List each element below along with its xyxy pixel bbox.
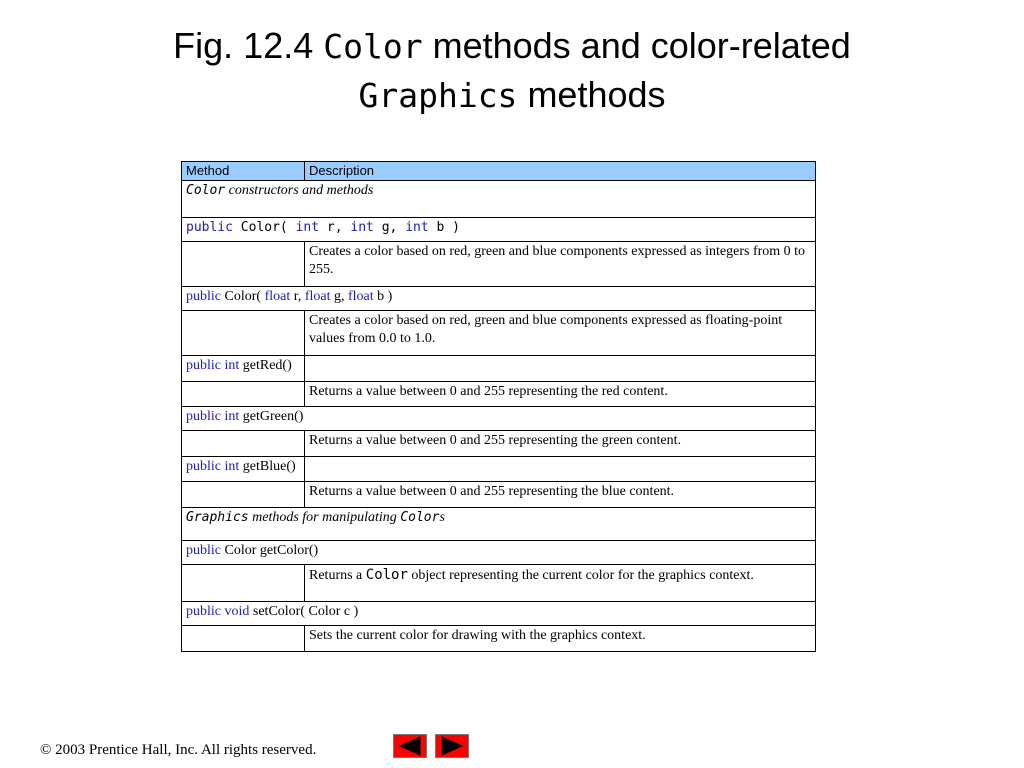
method-signature [182,407,816,431]
keyword: public [186,459,221,474]
header-method: Method [182,162,305,181]
keyword: int [221,358,240,373]
keyword: public [186,220,233,235]
section-text: s [439,510,445,525]
code-text: Graphics [186,510,249,525]
table-row [182,431,816,457]
code-text: Color [186,183,226,198]
slide-title [0,22,1024,120]
section-row-color [182,181,816,218]
keyword: public [186,604,221,619]
keyword: float [304,289,331,304]
title-code-graphics: Graphics [358,76,518,115]
description-text: Returns a [309,568,366,583]
method-description: Sets the current color for drawing with the graphics context. [305,626,816,652]
code-text: Color getColor() [221,543,319,558]
keyword: public [186,409,221,424]
code-text: g, [330,289,348,304]
code-text: getGreen() [239,409,304,424]
table-row [182,356,816,382]
method-signature [182,457,305,482]
keyword: void [221,604,250,619]
table-row [182,407,816,431]
keyword: public [186,358,221,373]
table-row [182,602,816,626]
keyword: public [186,289,221,304]
method-description: Creates a color based on red, green and blue components expressed as floating-point values from 0.0 to 1.0. [305,311,816,356]
code-text: b ) [428,220,460,235]
empty-cell [305,356,816,382]
methods-table [181,161,816,652]
code-text: b ) [373,289,393,304]
method-signature [182,602,816,626]
code-text: setColor( Color c ) [249,604,359,619]
empty-cell [182,626,305,652]
previous-slide-button[interactable] [393,734,427,758]
method-description: Returns a value between 0 and 255 representing the blue content. [305,482,816,508]
keyword: int [221,409,240,424]
table-row [182,482,816,508]
header-description: Description [305,162,816,181]
section-heading [182,508,816,541]
empty-cell [182,431,305,457]
section-text: constructors and methods [225,183,374,198]
table-row [182,541,816,565]
table-row [182,218,816,242]
triangle-left-icon [394,735,426,757]
next-slide-button[interactable] [435,734,469,758]
description-text: object representing the current color for the graphics context. [407,568,754,583]
code-text: r, [319,220,351,235]
table-row [182,565,816,602]
keyword: public [186,543,221,558]
code-text: Color( [232,220,296,235]
code-text: r, [290,289,305,304]
method-signature [182,287,816,311]
method-description: Returns a value between 0 and 255 representing the green content. [305,431,816,457]
table-row [182,242,816,287]
code-text: Color [400,510,440,525]
section-row-graphics [182,508,816,541]
empty-cell [305,457,816,482]
method-signature [182,218,816,242]
method-description: Creates a color based on red, green and blue components expressed as integers from 0 to 255. [305,242,816,287]
table-row [182,311,816,356]
title-line-2 [0,71,1024,120]
title-code-color: Color [323,27,423,66]
copyright-footer: © 2003 Prentice Hall, Inc. All rights reserved. [40,742,317,758]
method-signature [182,541,816,565]
keyword: float [347,289,374,304]
code-text: g, [373,220,406,235]
keyword: int [350,220,374,235]
method-description [305,565,816,602]
table-header-row [182,162,816,181]
code-text: getBlue() [239,459,296,474]
method-description: Returns a value between 0 and 255 representing the red content. [305,382,816,407]
code-text: Color [365,567,408,583]
empty-cell [182,565,305,602]
table-row [182,457,816,482]
table-row [182,382,816,407]
method-signature [182,356,305,382]
empty-cell [182,311,305,356]
triangle-right-icon [436,735,468,757]
title-text: Fig. 12.4 [173,25,324,66]
empty-cell [182,242,305,287]
code-text: getRed() [239,358,292,373]
keyword: int [405,220,429,235]
title-text: methods and color-related [422,25,851,66]
empty-cell [182,482,305,508]
title-text: methods [517,74,666,115]
title-line-1 [0,22,1024,71]
code-text: Color( [221,289,265,304]
table-row [182,287,816,311]
keyword: int [221,459,240,474]
keyword: float [264,289,291,304]
keyword: int [295,220,320,235]
section-heading [182,181,816,218]
table-row [182,626,816,652]
section-text: methods for manipulating [248,510,401,525]
empty-cell [182,382,305,407]
